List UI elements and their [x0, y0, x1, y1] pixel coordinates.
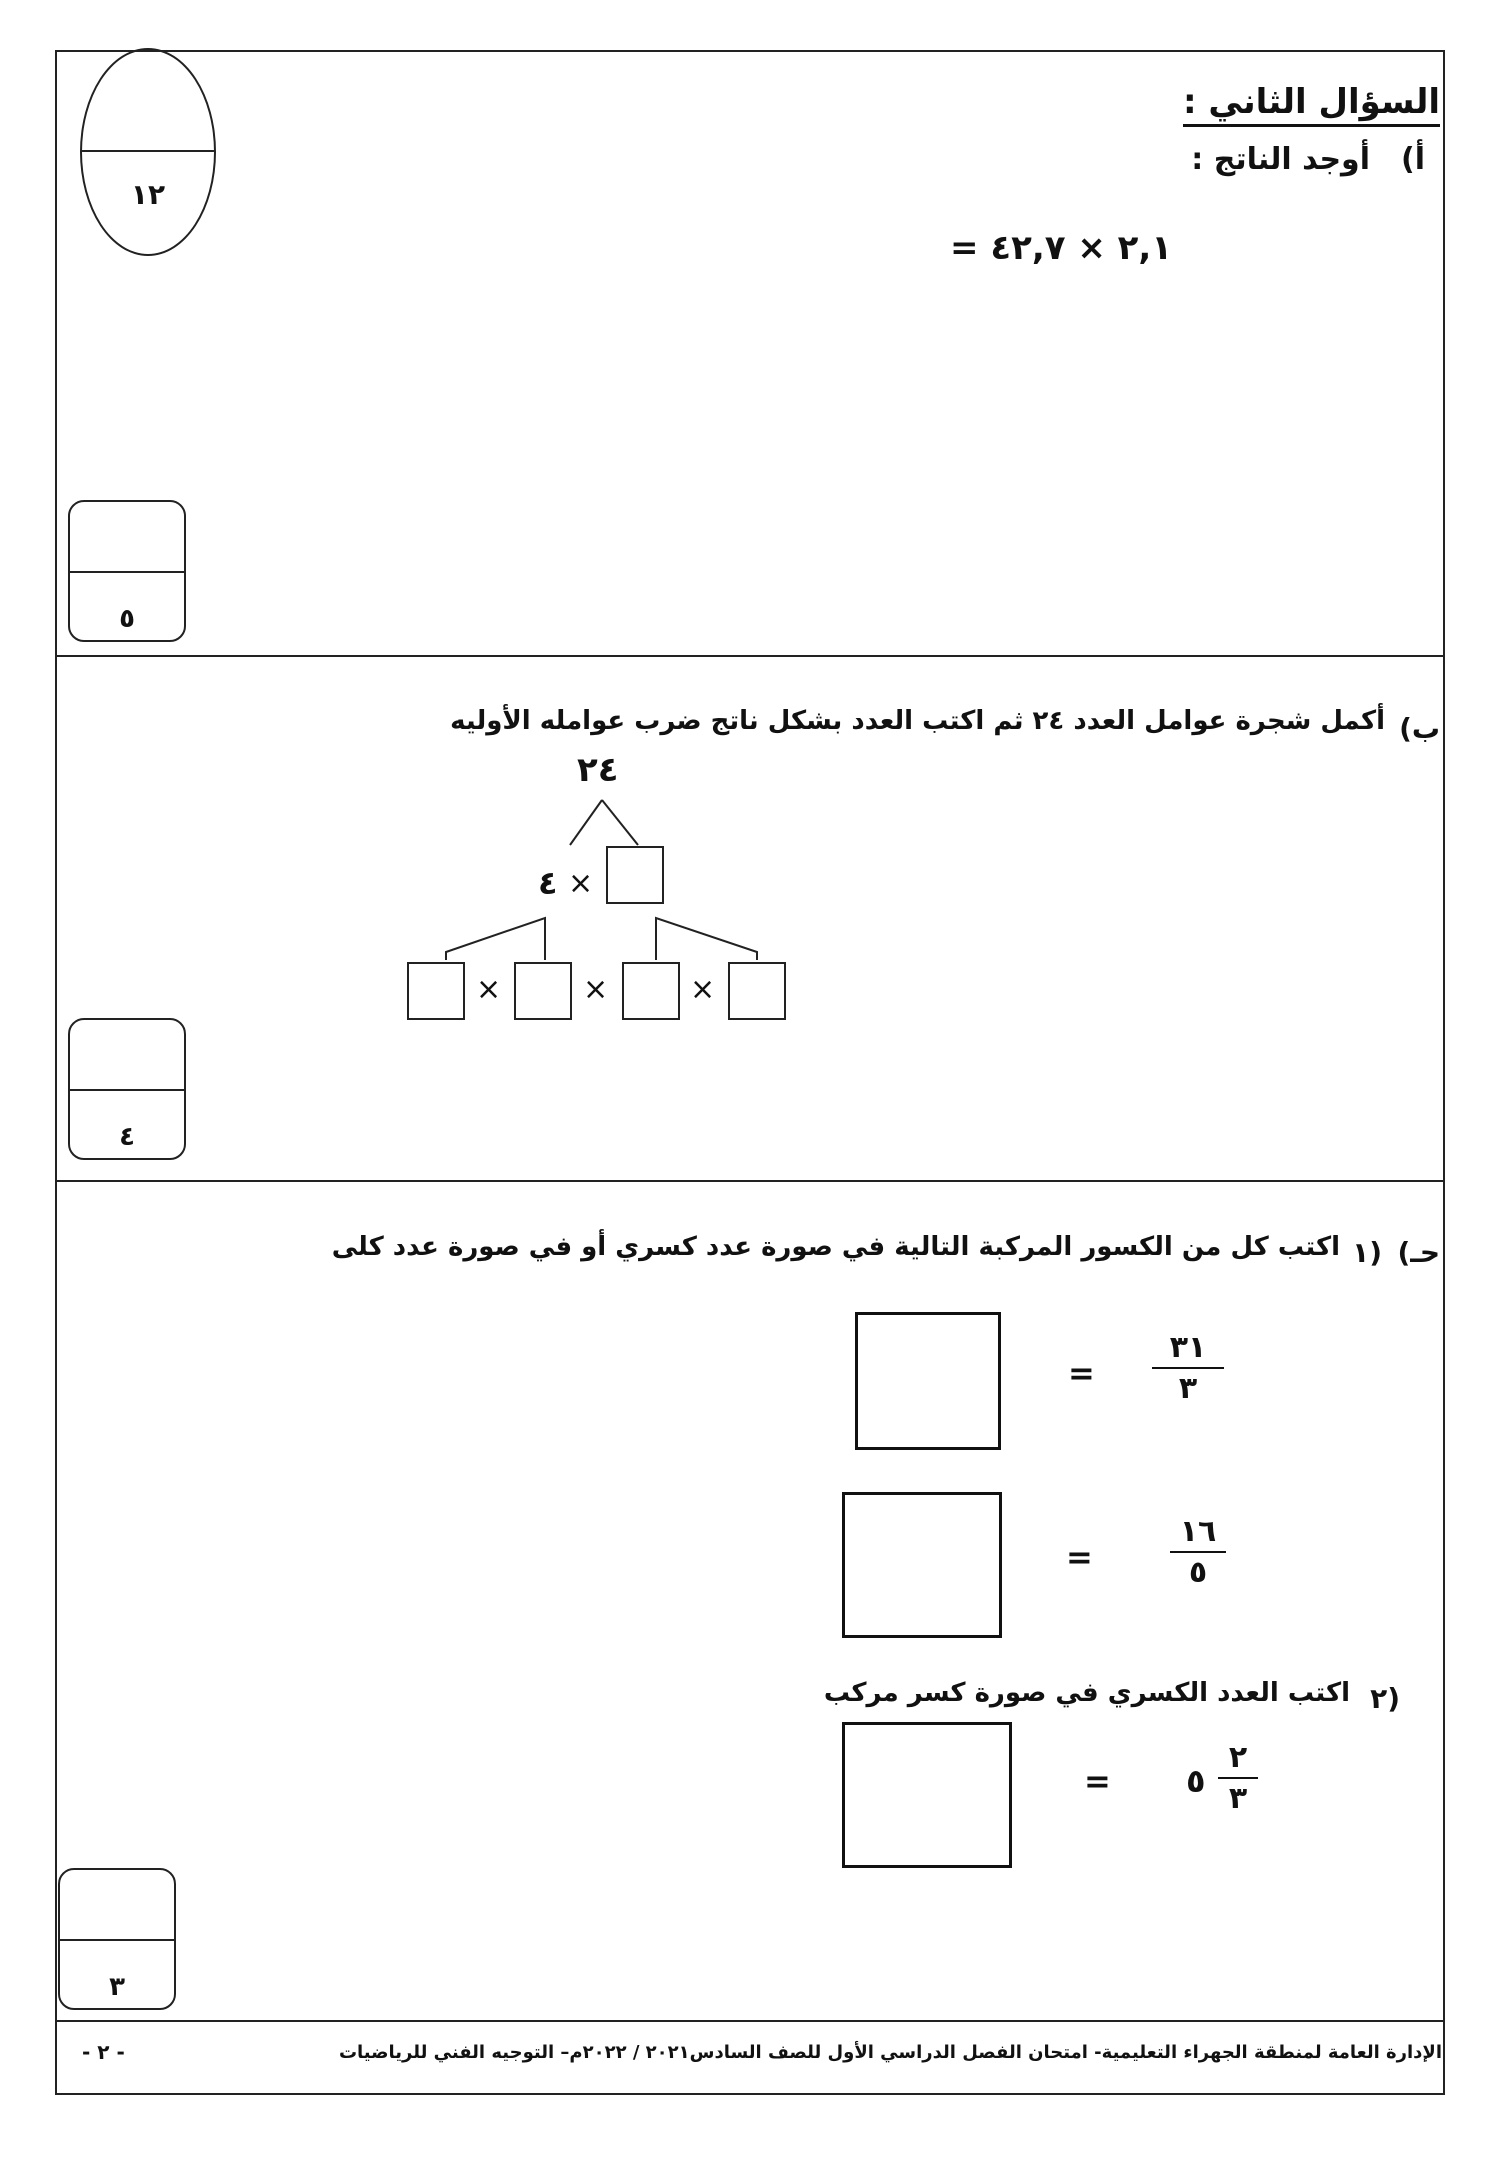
part-c-item2-instruction: اكتب العدد الكسري في صورة كسر مركب [823, 1678, 1350, 1708]
tree-level1-factor: ٤ [538, 864, 558, 902]
tree-times-1: × [476, 972, 502, 1007]
part-c-item2-label: ٢) [1370, 1682, 1400, 1715]
divider-a-b [57, 655, 1443, 657]
fraction-2-numerator: ١٦ [1179, 1514, 1217, 1549]
tree-leaf-box-3[interactable] [622, 962, 680, 1020]
mixed-fraction [1218, 1740, 1258, 1816]
part-c-score: ٣ [109, 1972, 125, 2002]
total-score-oval [80, 48, 216, 256]
fraction-2 [1170, 1514, 1226, 1590]
part-b-instruction: أكمل شجرة عوامل العدد ٢٤ ثم اكتب العدد بشكل ناتج ضرب عوامله الأوليه [450, 706, 1385, 736]
mixed-numerator: ٢ [1228, 1740, 1248, 1775]
page-number: - ٢ - [82, 2040, 125, 2064]
answer-box-3[interactable] [842, 1722, 1012, 1868]
mixed-denominator: ٣ [1228, 1781, 1248, 1816]
factor-tree-lines [380, 760, 820, 980]
part-c-score-box [58, 1868, 176, 2010]
divider-b-c [57, 1180, 1443, 1182]
tree-times-2: × [583, 972, 609, 1007]
part-a-expression: = ٢,١ × ٤٢,٧ [950, 228, 1173, 268]
equals-1: = [1068, 1354, 1095, 1392]
tree-times-3: × [690, 972, 716, 1007]
fraction-1-numerator: ٣١ [1169, 1330, 1207, 1365]
part-c-label: حـ) [1397, 1236, 1440, 1269]
tree-level1-times: × [568, 866, 594, 901]
part-b-score-box [68, 1018, 186, 1160]
part-a-score-box [68, 500, 186, 642]
part-c-item1-label: ١) [1352, 1236, 1382, 1269]
part-a-label: أ) [1401, 142, 1425, 177]
answer-box-2[interactable] [842, 1492, 1002, 1638]
equals-2: = [1066, 1538, 1093, 1576]
answer-box-1[interactable] [855, 1312, 1001, 1450]
fraction-2-denominator: ٥ [1188, 1555, 1208, 1590]
equals-3: = [1084, 1762, 1111, 1800]
part-b-score: ٤ [119, 1122, 135, 1152]
footer-text: الإدارة العامة لمنطقة الجهراء التعليمية- امتحان الفصل الدراسي الأول للصف السادس٢٠٢١ / ٢٠٢٢م– التوجيه الفني للرياضيات [338, 2042, 1442, 2063]
tree-root: ٢٤ [577, 750, 619, 790]
mixed-whole: ٥ [1186, 1762, 1206, 1800]
fraction-1-denominator: ٣ [1178, 1371, 1198, 1406]
part-a-score: ٥ [119, 604, 135, 634]
part-b-label: ب) [1399, 712, 1440, 745]
part-c-item1-instruction: اكتب كل من الكسور المركبة التالية في صورة عدد كسري أو في صورة عدد كلى [331, 1232, 1340, 1262]
total-score-value: ١٢ [130, 178, 166, 211]
tree-leaf-box-4[interactable] [728, 962, 786, 1020]
tree-leaf-box-2[interactable] [514, 962, 572, 1020]
part-a-instruction: أوجد الناتج : [1191, 142, 1370, 177]
question-title: السؤال الثاني : [1183, 82, 1440, 127]
divider-footer [57, 2020, 1443, 2022]
fraction-1 [1152, 1330, 1224, 1406]
tree-level1-box[interactable] [606, 846, 664, 904]
tree-leaf-box-1[interactable] [407, 962, 465, 1020]
